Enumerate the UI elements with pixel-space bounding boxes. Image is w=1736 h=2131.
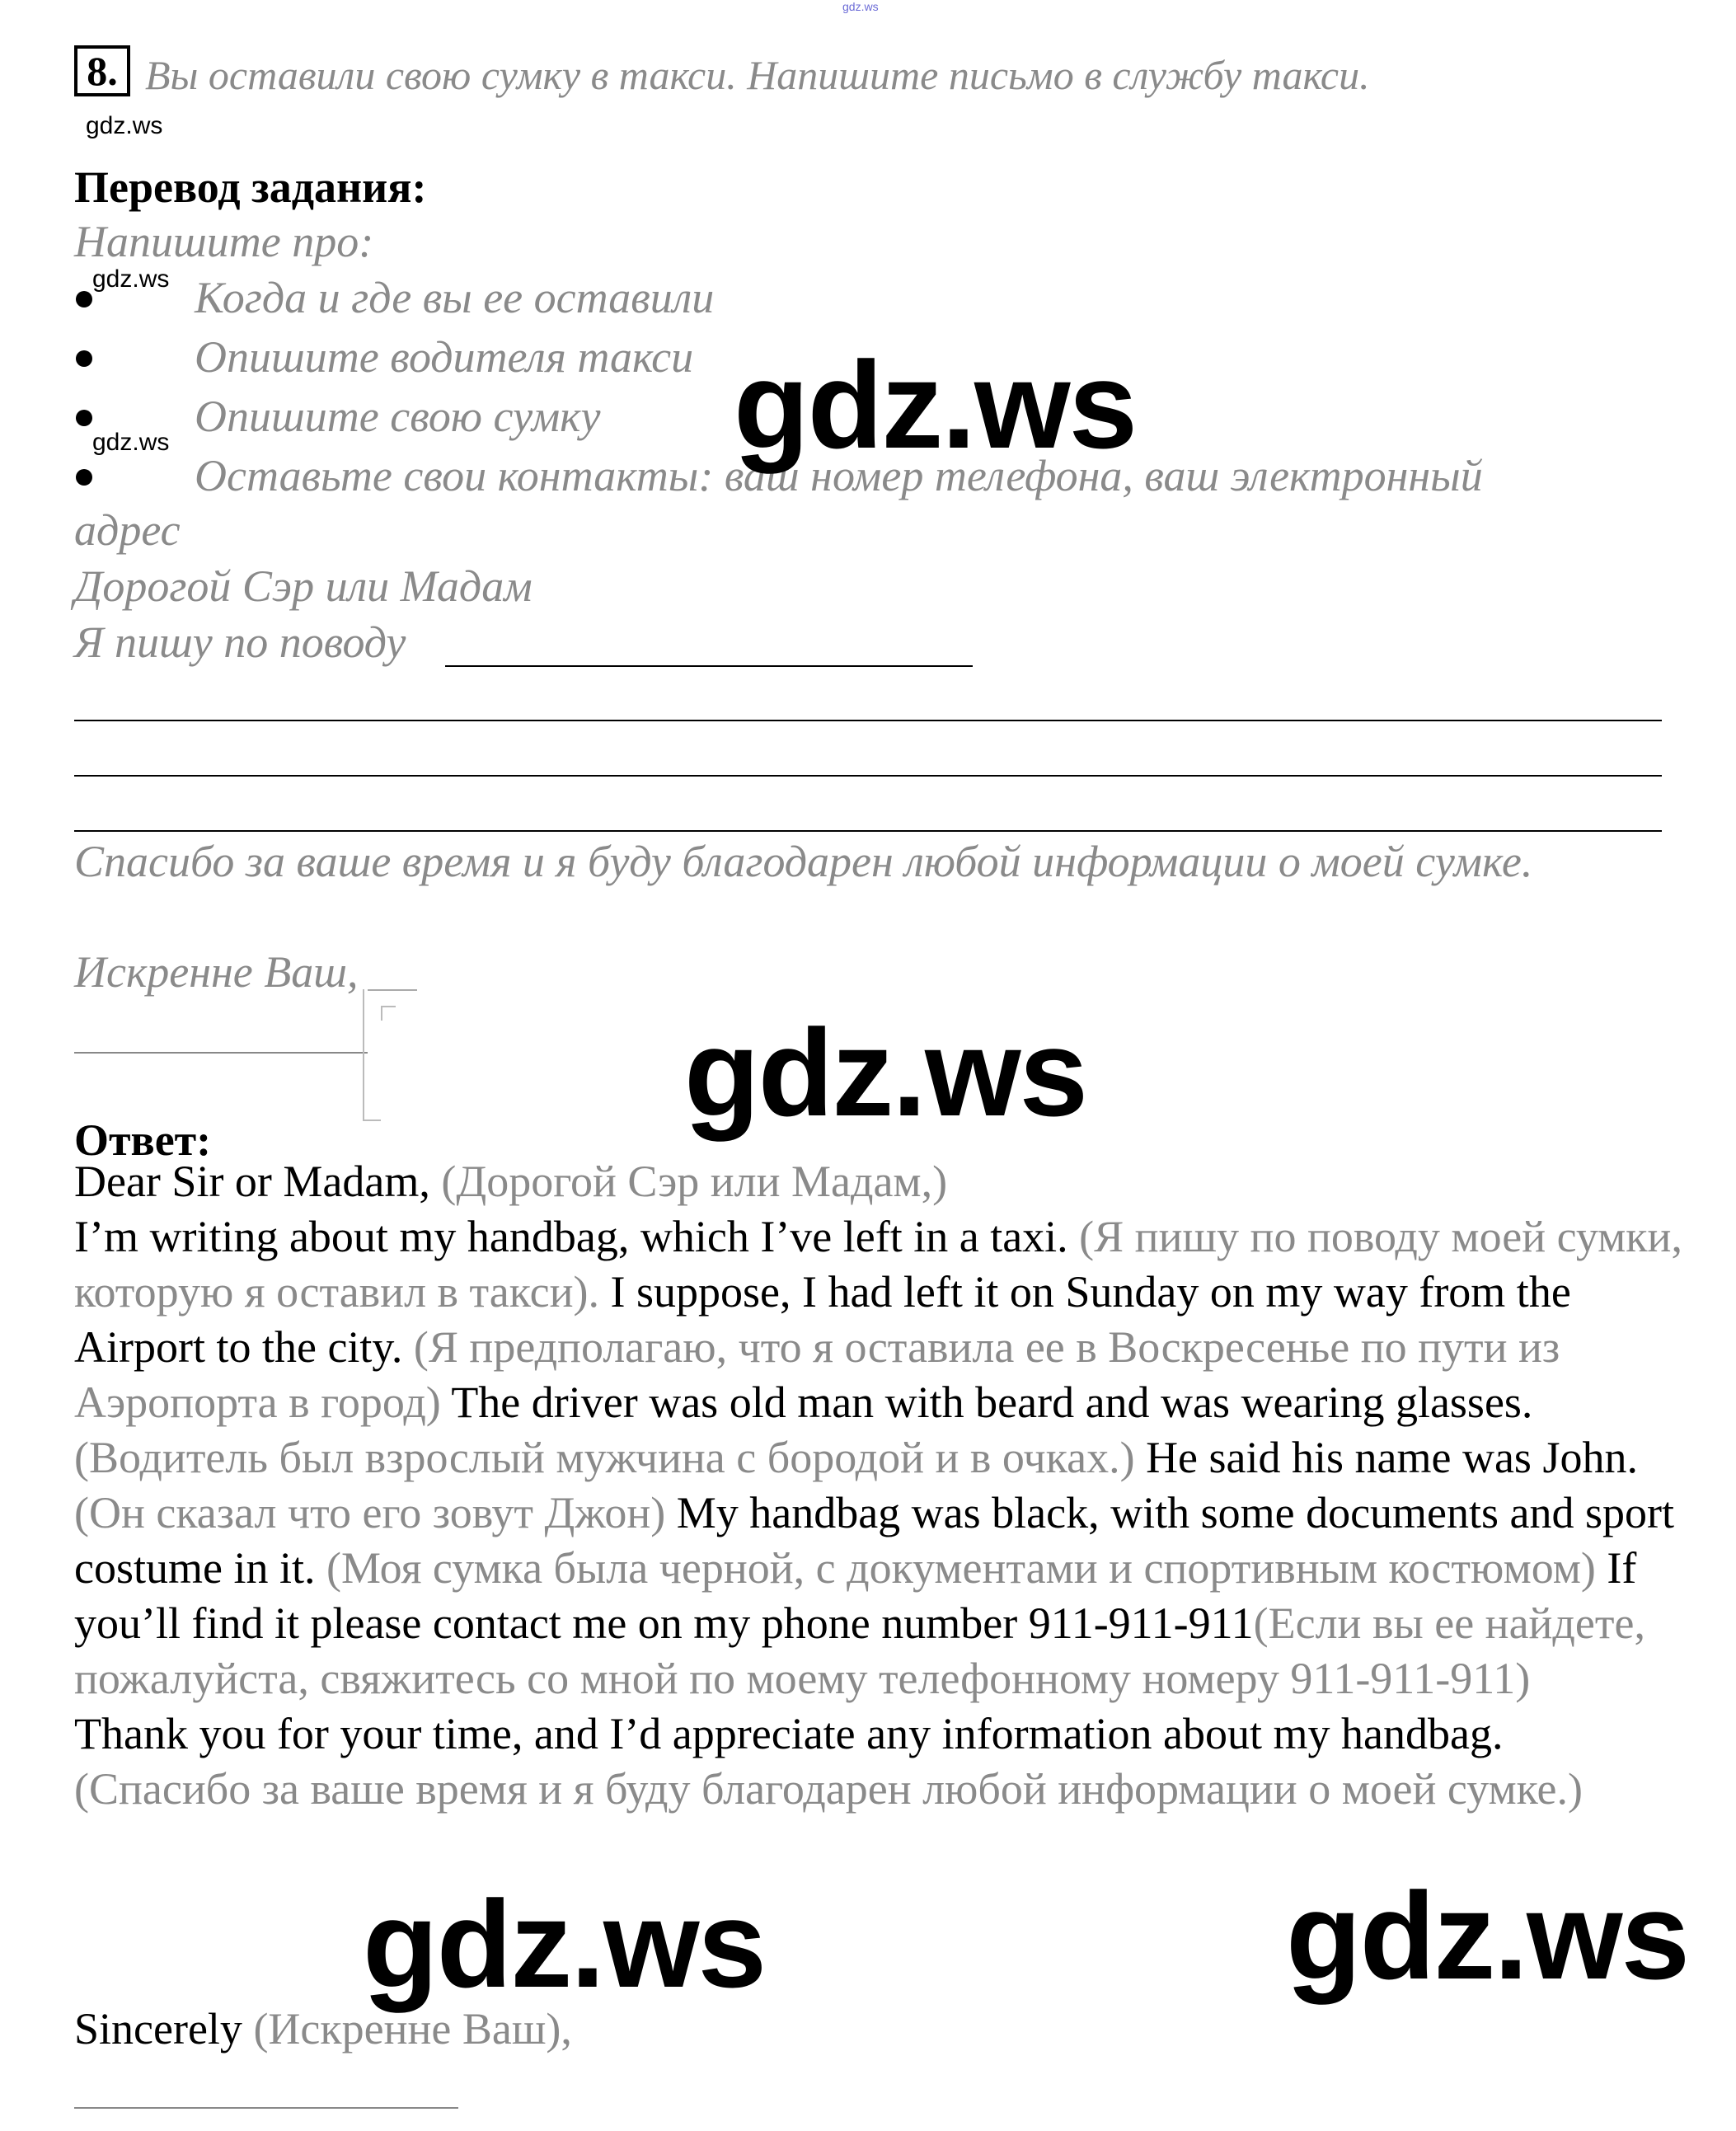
- answer-ru: (Моя сумка была черной, с документами и спортивным костюмом): [326, 1543, 1596, 1593]
- blank-line: [74, 775, 1662, 777]
- bullet-marker: [76, 291, 92, 307]
- watermark-top: gdz.ws: [842, 0, 879, 13]
- watermark-big-3: gdz.ws: [363, 1875, 766, 2013]
- answer-heading: Ответ:: [74, 1115, 212, 1165]
- sign-off-ru: (Искренне Ваш),: [253, 2004, 572, 2054]
- decorative-mark: [368, 989, 417, 991]
- watermark-big-1: gdz.ws: [734, 336, 1137, 474]
- answer-en: I suppose, I had left it on Sunday on my way from the Airport to the city.: [74, 1267, 1571, 1372]
- answer-en: He said his name was John.: [1134, 1433, 1638, 1482]
- watermark-small-1: gdz.ws: [86, 112, 163, 139]
- decorative-mark: [381, 1006, 396, 1021]
- signature-line: [74, 1052, 368, 1054]
- thanks-line: Спасибо за ваше время и я буду благодарен любой информации о моей сумке.: [74, 837, 1533, 886]
- signature-line: [74, 2107, 458, 2109]
- bullet-item: Опишите водителя такси: [195, 332, 694, 382]
- watermark-small-2: gdz.ws: [92, 265, 170, 293]
- decorative-mark: [363, 989, 364, 1121]
- bullet-item: Когда и где вы ее оставили: [195, 273, 715, 322]
- answer-en: I’m writing about my handbag, which I’ve left in a taxi.: [74, 1212, 1080, 1261]
- answer-en: Dear Sir or Madam,: [74, 1157, 442, 1206]
- watermark-small-3: gdz.ws: [92, 429, 170, 456]
- watermark-big-4: gdz.ws: [1286, 1866, 1689, 2005]
- answer-ru: (Я предполагаю, что я оставила ее в Воскресенье по пути из Аэропорта в город): [74, 1322, 1560, 1427]
- exercise-instruction: Вы оставили свою сумку в такси. Напишите письмо в службу такси.: [145, 52, 1370, 98]
- answer-ru: (Дорогой Сэр или Мадам,): [441, 1157, 948, 1206]
- answer-ru: (Если вы ее найдете, пожалуйста, свяжитесь со мной по моему телефонному номеру 911-911-911): [74, 1598, 1645, 1703]
- answer-ru: (Я пишу по поводу моей сумки, которую я оставил в такси).: [74, 1212, 1682, 1317]
- answer-ru: (Спасибо за ваше время и я буду благодарен любой информации о моей сумке.): [74, 1764, 1583, 1814]
- answer-ru: (Он сказал что его зовут Джон): [74, 1488, 666, 1537]
- answer-en: If you’ll find it please contact me on my phone number 911-911-911: [74, 1543, 1637, 1648]
- blank-line: [74, 830, 1662, 832]
- answer-en: My handbag was black, with some documents and sport costume in it.: [74, 1488, 1674, 1593]
- sign-off-en: Sincerely: [74, 2004, 254, 2054]
- watermark-big-2: gdz.ws: [684, 1003, 1087, 1142]
- bullet-item: Опишите свою сумку: [195, 392, 601, 441]
- answer-en: The driver was old man with beard and was wearing glasses.: [440, 1378, 1533, 1427]
- bullet-marker: [76, 410, 92, 426]
- bullet-marker: [76, 350, 92, 367]
- translation-intro: Напишите про:: [74, 217, 374, 266]
- answer-en: Thank you for your time, and I’d appreciate any information about my handbag.: [74, 1709, 1504, 1758]
- blank-line: [445, 665, 973, 667]
- bullet-marker: [76, 469, 92, 486]
- exercise-number: 8.: [74, 45, 130, 96]
- letter-greeting: Дорогой Сэр или Мадам: [74, 561, 533, 611]
- decorative-mark: [363, 1119, 381, 1121]
- bullet-continuation: адрес: [74, 505, 181, 555]
- answer-body: [74, 1154, 1690, 1817]
- writing-about-label: Я пишу по поводу: [74, 617, 406, 667]
- sign-off: [74, 2003, 572, 2054]
- answer-ru: (Водитель был взрослый мужчина с бородой и в очках.): [74, 1433, 1135, 1482]
- blank-line: [74, 720, 1662, 721]
- translation-heading: Перевод задания:: [74, 162, 427, 212]
- closing-line: Искренне Ваш,: [74, 947, 359, 997]
- bullet-item: Оставьте свои контакты: ваш номер телефона, ваш электронный: [195, 451, 1483, 500]
